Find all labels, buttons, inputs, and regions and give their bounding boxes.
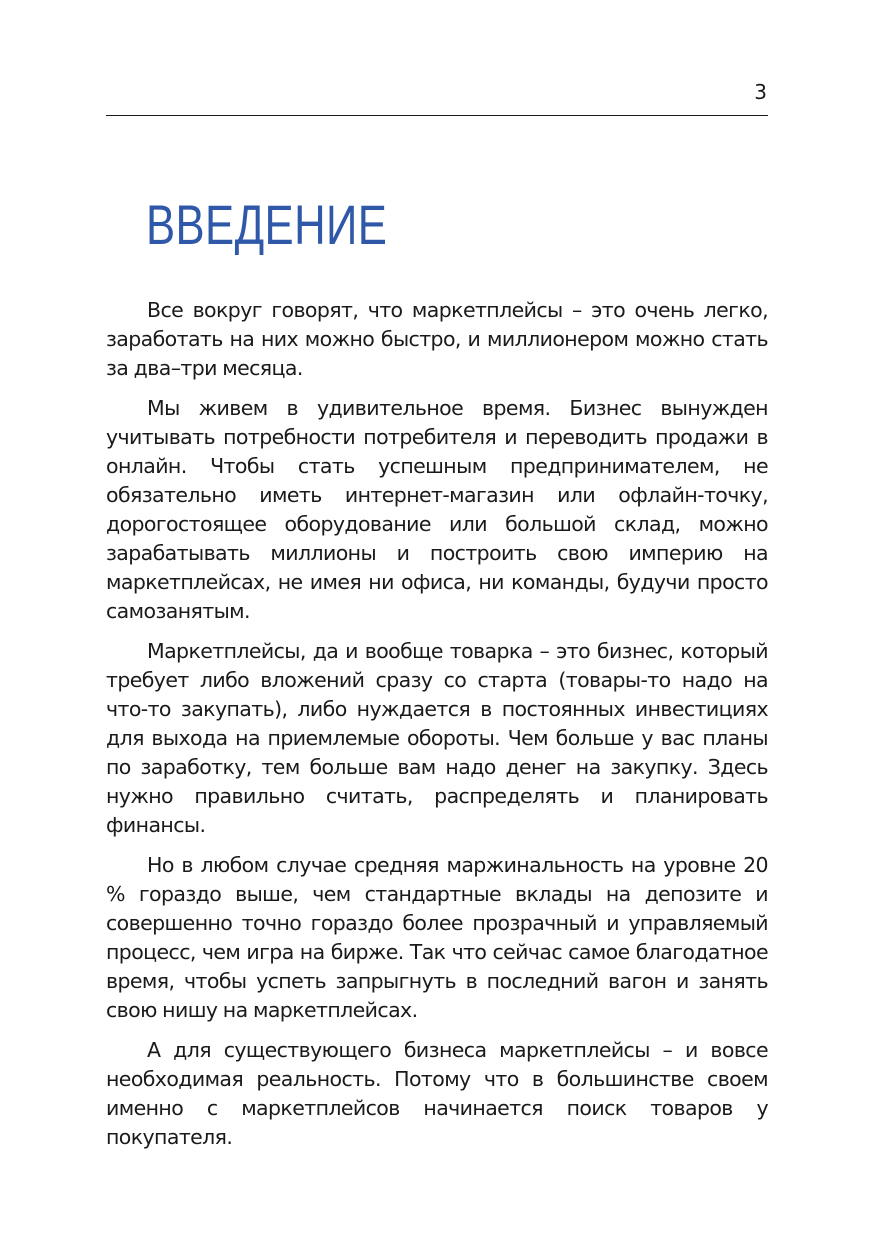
paragraph-4: Но в любом случае средняя маржинальность на уровне 20 % гораздо выше, чем стандартные вклады на депозите и совершенно точно гораздо более прозрачный и управляемый процесс, чем игра на бирже. Так что сейчас самое благодатное время, чтобы успеть запрыгнуть в последний вагон и занять свою нишу на маркетплейсах. [106, 853, 768, 1022]
paragraph-5: А для существующего бизнеса маркетплейсы – и вовсе необходимая реальность. Потому что в большинстве своем именно с маркетплейсов начинается поиск товаров у покупателя. [106, 1038, 768, 1149]
paragraph-1: Все вокруг говорят, что маркетплейсы – это очень легко, заработать на них можно быстро, и миллионером можно стать за два–три месяца. [106, 298, 768, 380]
paragraph-3: Маркетплейсы, да и вообще товарка – это бизнес, который требует либо вложений сразу со старта (товары-то надо на что-то закупать), либо нуждается в постоянных инвестициях для выхода на приемлемые обороты. Чем больше у вас планы по заработку, тем больше вам надо денег на закупку. Здесь нужно правильно считать, распределять и планировать финансы. [106, 639, 768, 837]
chapter-title: ВВЕДЕНИЕ [146, 193, 388, 256]
header-rule [106, 115, 768, 116]
body-text [106, 296, 768, 1163]
page-number: 3 [754, 80, 767, 104]
paragraph-2: Мы живем в удивительное время. Бизнес вынужден учитывать потребности потребителя и переводить продажи в онлайн. Чтобы стать успешным предпринимателем, не обязательно иметь интернет-магазин или офлайн-точку, дорогостоящее оборудование или большой склад, можно зарабатывать миллионы и построить свою империю на маркетплейсах, не имея ни офиса, ни команды, будучи просто самозанятым. [106, 396, 768, 623]
